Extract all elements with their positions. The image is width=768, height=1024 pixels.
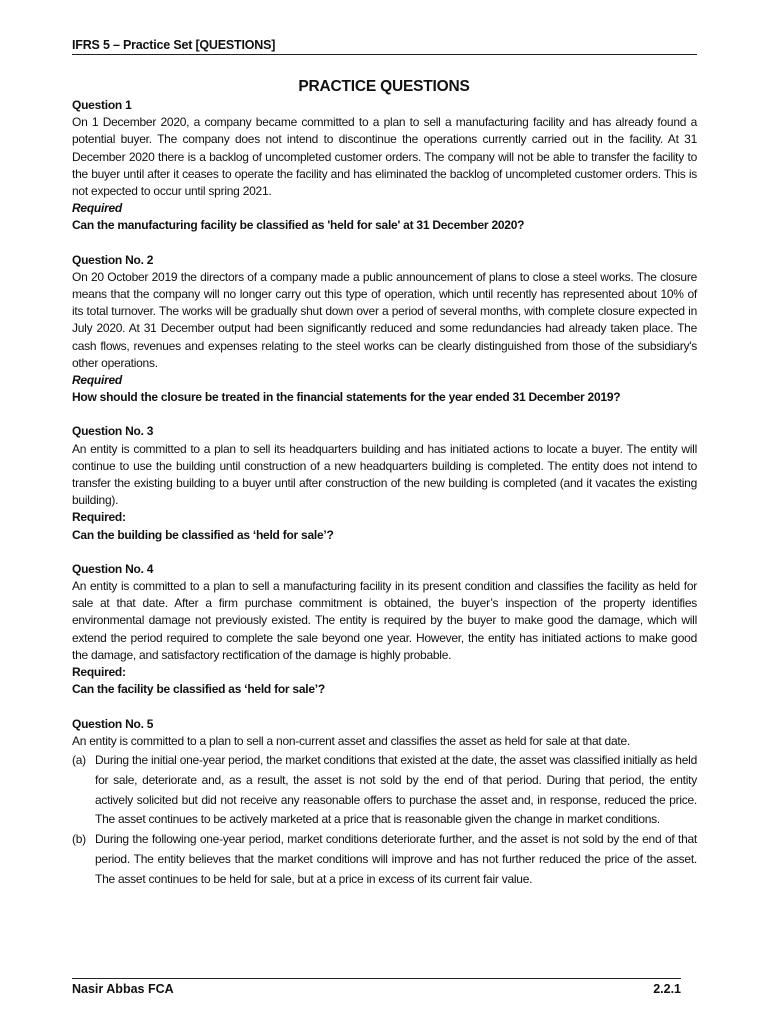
item-text: During the following one-year period, market conditions deteriorate further, and the asset is not sold by the end of that period. The entity believes that the market conditions will improve and has not further reduced the price of the asset. The asset continues to be held for sale, but at a price in excess of its current fair value. (95, 832, 697, 886)
required-label: Required (72, 201, 123, 216)
questions-section (72, 97, 697, 906)
page-footer (72, 978, 681, 996)
question-5 (72, 716, 697, 890)
question-heading: Question No. 4 (72, 561, 154, 576)
item-label: (b) (72, 832, 86, 847)
question-prompt: How should the closure be treated in the financial statements for the year ended 31 December 2019? (72, 390, 621, 405)
page-header: IFRS 5 – Practice Set [QUESTIONS] (72, 38, 697, 55)
question-heading: Question No. 2 (72, 252, 154, 267)
required-label: Required: (72, 665, 126, 680)
item-label: (a) (72, 752, 86, 767)
question-heading: Question 1 (72, 98, 132, 112)
question-3 (72, 423, 697, 543)
question-body: On 20 October 2019 the directors of a company made a public announcement of plans to close a steel works. The closure means that the company will no longer carry out this type of operation, which until recently has represented about 10% of its total turnover. The works will be gradually shut down over a period of several months, with complete closure expected in July 2020. At 31 December output had been significantly reduced and some redundancies had already taken place. The cash flows, revenues and expenses relating to the steel works can be clearly distinguished from those of the subsidiary's other operations. (72, 269, 697, 370)
scenario-list (72, 751, 697, 890)
question-2 (72, 252, 697, 407)
question-prompt: Can the facility be classified as ‘held for sale’? (72, 682, 325, 697)
question-heading: Question No. 5 (72, 716, 154, 731)
question-heading: Question No. 3 (72, 424, 154, 439)
list-item (72, 830, 697, 889)
page-title: PRACTICE QUESTIONS (298, 78, 470, 95)
question-4 (72, 561, 697, 699)
question-1 (72, 97, 697, 235)
item-text: During the initial one-year period, the market conditions that existed at the date, the asset was classified initially as held for sale, deteriorate and, as a result, the asset is not sold by the end of that period. During that period, the entity actively solicited but did not receive any reasonable offers to purchase the asset and, in response, reduced the price. The asset continues to be actively marketed at a price that is reasonable given the change in market conditions. (95, 752, 697, 827)
question-body: An entity is committed to a plan to sell its headquarters building and has initiated actions to locate a buyer. The entity will continue to use the building until construction of a new headquarters building is completed. The entity does not intend to transfer the existing building to a buyer until after construction of the new building is completed (and it vacates the existing building). (72, 441, 697, 508)
question-prompt: Can the building be classified as ‘held for sale’? (72, 527, 334, 542)
required-label: Required (72, 373, 123, 388)
question-prompt: Can the manufacturing facility be classified as 'held for sale' at 31 December 2020? (72, 218, 525, 233)
question-body: An entity is committed to a plan to sell a non-current asset and classifies the asset as held for sale at that date. (72, 733, 630, 748)
question-body: On 1 December 2020, a company became committed to a plan to sell a manufacturing facility and has already found a potential buyer. The company does not intend to discontinue the operations currently carried out in the facility. At 31 December 2020 there is a backlog of uncompleted customer orders. The company will not be able to transfer the facility to the buyer until after it ceases to operate the facility and has eliminated the backlog of uncompleted customer orders. This is not expected to occur until spring 2021. (72, 115, 697, 199)
footer-author: Nasir Abbas FCA (72, 982, 174, 996)
page-number: 2.2.1 (653, 982, 681, 996)
list-item (72, 751, 697, 830)
required-label: Required: (72, 510, 126, 525)
question-body: An entity is committed to a plan to sell a manufacturing facility in its present condition and classifies the facility as held for sale at that date. After a firm purchase commitment is obtained, the buyer’s inspection of the property identifies environmental damage not previously existed. The entity is required by the buyer to make good the damage, which will extend the period required to complete the sale beyond one year. However, the entity has initiated actions to make good the damage, and satisfactory rectification of the damage is highly probable. (72, 579, 697, 662)
